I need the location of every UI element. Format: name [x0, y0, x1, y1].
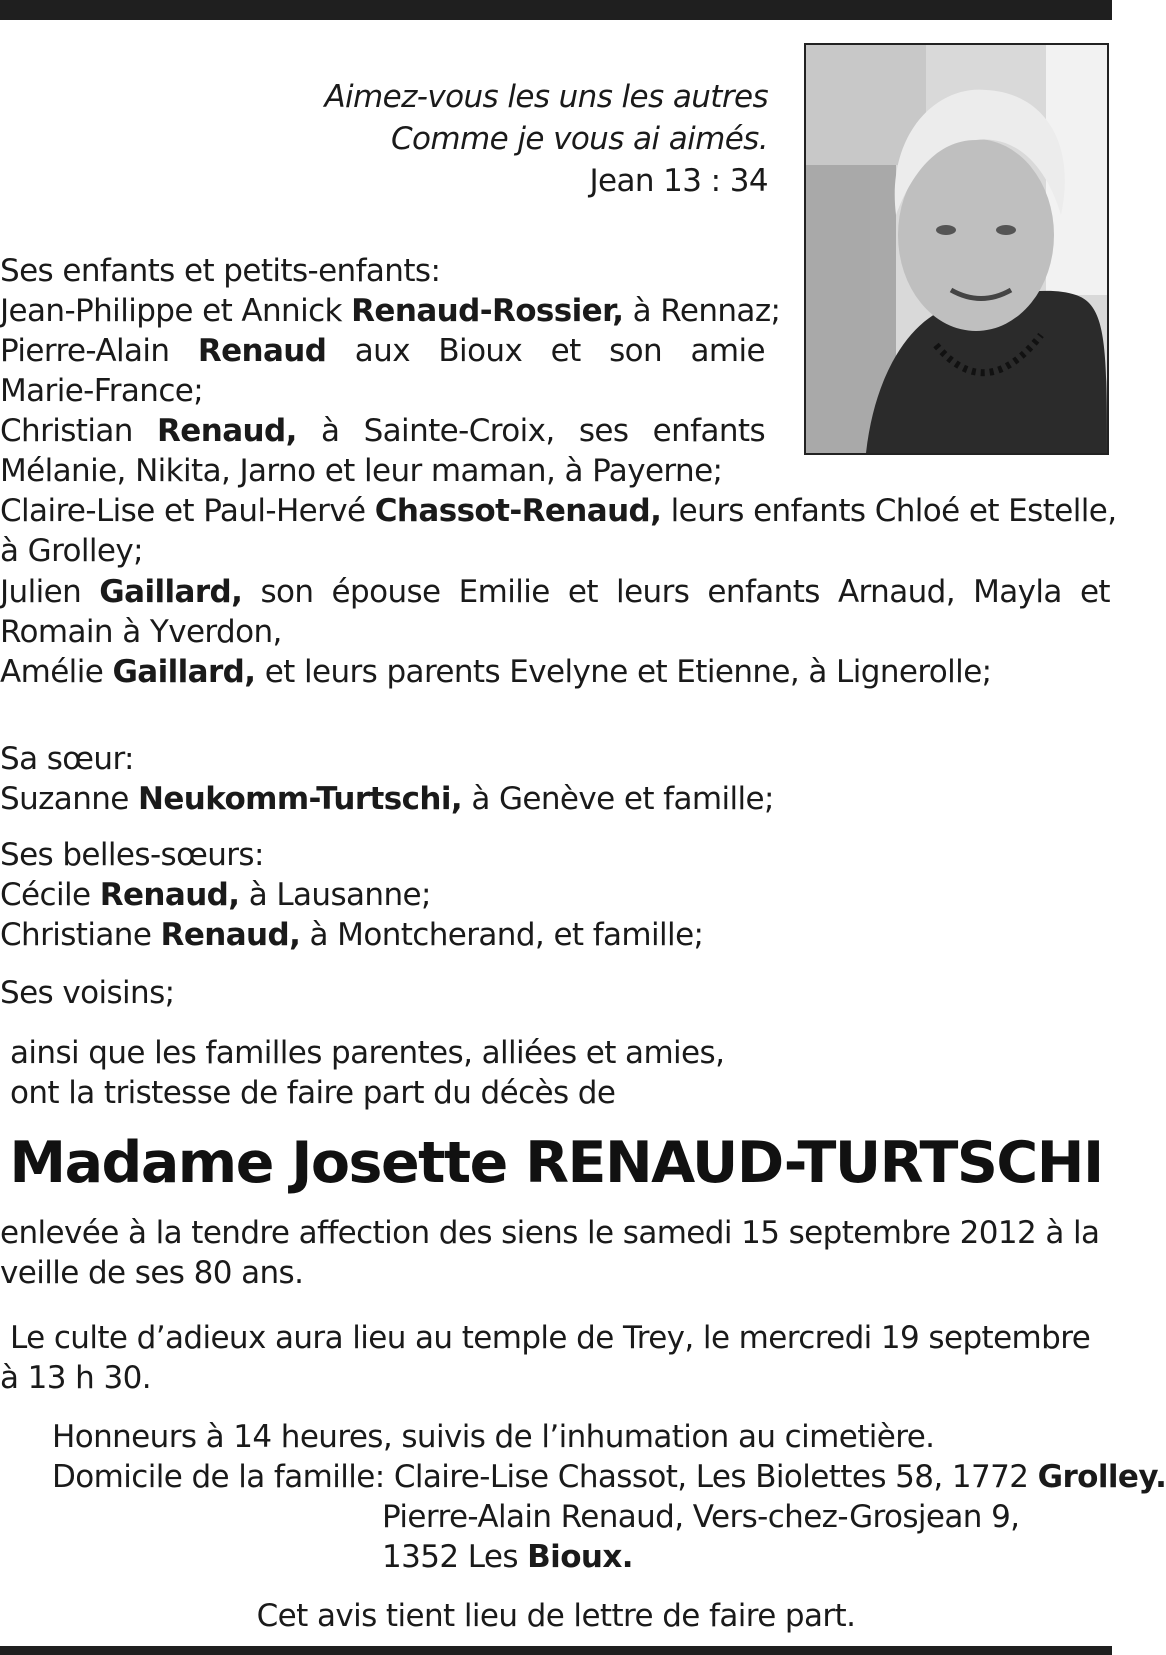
- verse-reference: Jean 13 : 34: [589, 163, 768, 199]
- domicile-line-1: Domicile de la famille: Claire-Lise Chassot, Les Biolettes 58, 1772 Grolley.: [52, 1459, 1166, 1495]
- sister-in-law-2: Christiane Renaud, à Montcherand, et famille;: [0, 917, 704, 953]
- top-rule: [0, 0, 1112, 20]
- family-line-6: Claire-Lise et Paul-Hervé Chassot-Renaud, leurs enfants Chloé et Estelle,: [0, 493, 1117, 529]
- family-line-7: à Grolley;: [0, 533, 143, 569]
- children-heading: Ses enfants et petits-enfants:: [0, 253, 441, 289]
- sister-in-law-1: Cécile Renaud, à Lausanne;: [0, 877, 431, 913]
- neighbours-line: Ses voisins;: [0, 975, 175, 1011]
- honours-line: Honneurs à 14 heures, suivis de l’inhumation au cimetière.: [52, 1419, 935, 1455]
- sister-line: Suzanne Neukomm-Turtschi, à Genève et famille;: [0, 781, 774, 817]
- family-line-10: Amélie Gaillard, et leurs parents Evelyne et Etienne, à Lignerolle;: [0, 654, 992, 690]
- portrait-photo: [804, 43, 1109, 455]
- deceased-name: Madame Josette RENAUD-TURTSCHI: [9, 1130, 1103, 1196]
- passed-line-1: enlevée à la tendre affection des siens le samedi 15 septembre 2012 à la: [0, 1215, 1100, 1251]
- family-line-5: Mélanie, Nikita, Jarno et leur maman, à Payerne;: [0, 453, 723, 489]
- also-line-1: ainsi que les familles parentes, alliées et amies,: [10, 1035, 725, 1071]
- family-line-3: Marie-France;: [0, 373, 204, 409]
- service-line-2: à 13 h 30.: [0, 1360, 151, 1396]
- domicile-line-3: 1352 Les Bioux.: [382, 1539, 633, 1575]
- family-line-8: Julien Gaillard, son épouse Emilie et leurs enfants Arnaud, Mayla et: [0, 574, 1110, 610]
- family-line-2: Pierre-Alain Renaud aux Bioux et son amie: [0, 333, 765, 369]
- family-line-9: Romain à Yverdon,: [0, 614, 282, 650]
- verse-line-2: Comme je vous ai aimés.: [391, 121, 768, 157]
- verse-line-1: Aimez-vous les uns les autres: [324, 79, 768, 115]
- bottom-rule: [0, 1646, 1112, 1655]
- family-line-1: Jean-Philippe et Annick Renaud-Rossier, à Rennaz;: [0, 293, 781, 329]
- passed-line-2: veille de ses 80 ans.: [0, 1255, 304, 1291]
- sister-heading: Sa sœur:: [0, 741, 134, 777]
- also-line-2: ont la tristesse de faire part du décès de: [10, 1075, 616, 1111]
- service-line-1: Le culte d’adieux aura lieu au temple de Trey, le mercredi 19 septembre: [10, 1320, 1091, 1356]
- sisters-in-law-heading: Ses belles-sœurs:: [0, 837, 264, 873]
- family-line-4: Christian Renaud, à Sainte-Croix, ses enfants: [0, 413, 765, 449]
- domicile-line-2: Pierre-Alain Renaud, Vers-chez-Grosjean 9,: [382, 1499, 1020, 1535]
- closing-line: Cet avis tient lieu de lettre de faire part.: [256, 1598, 856, 1634]
